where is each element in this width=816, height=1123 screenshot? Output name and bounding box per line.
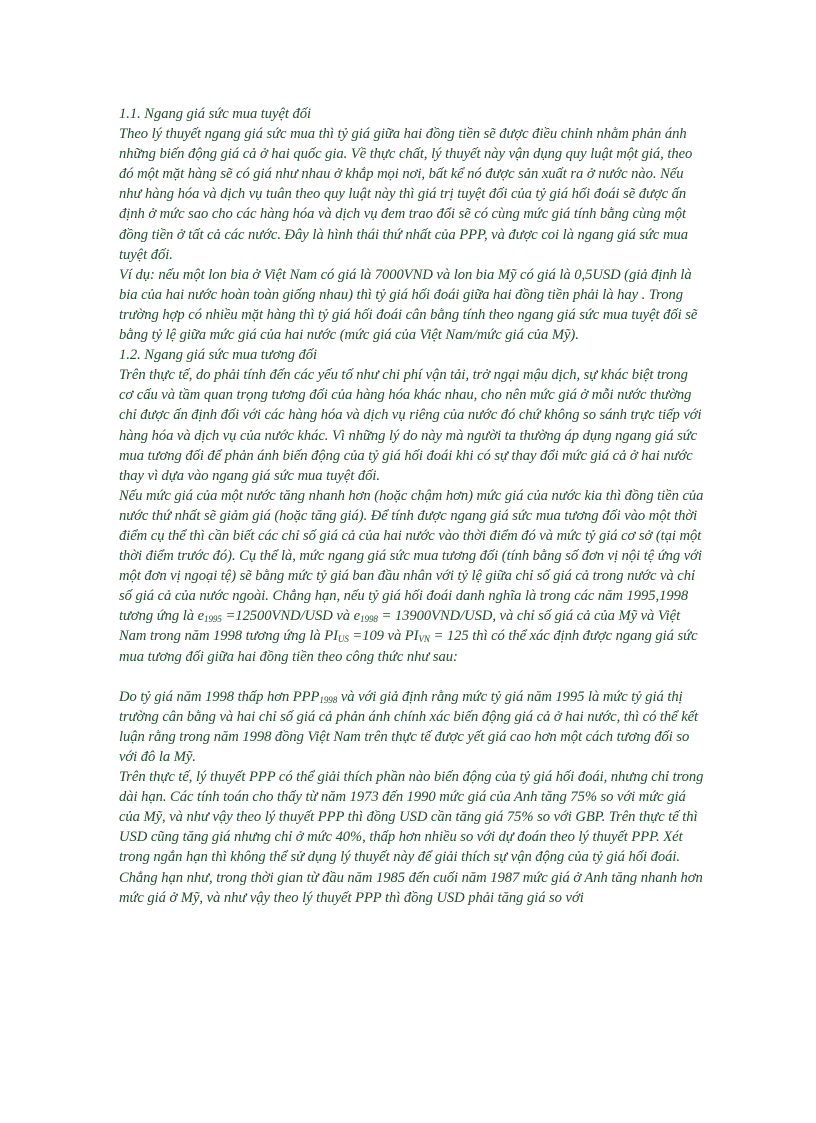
- paragraph-absolute-ppp: Theo lý thuyết ngang giá sức mua thì tỷ giá giữa hai đồng tiền sẽ được điều chỉnh nhằm phản ánh những biến động giá cả ở hai quốc gia. Về thực chất, lý thuyết này vận dụng quy luật một giá, theo đó một mặt hàng sẽ có giá như nhau ở khắp mọi nơi, bất kể nó được sản xuất ra ở nước nào. Nếu như hàng hóa và dịch vụ tuân theo quy luật này thì giá trị tuyệt đối của tỷ giá hối đoái sẽ được ấn định ở mức sao cho các hàng hóa và dịch vụ đem trao đổi sẽ có cùng mức giá tính bằng cùng một đồng tiền ở tất cả các nước. Đây là hình thái thứ nhất của PPP, và được coi là ngang giá sức mua tuyệt đối.: [119, 126, 693, 263]
- text-run: Nếu mức giá của một nước tăng nhanh hơn (hoặc chậm hơn) mức giá của nước kia thì đồng tiền của nước thứ nhất sẽ giảm giá (hoặc tăng giá). Để tính được ngang giá sức mua tương đối vào một thời điểm cụ thể thì cần biết các chỉ số giá cả của hai nước vào thời điểm đó và mức tỷ giá cơ sở (tại một thời điểm trước đó). Cụ thể là, mức ngang giá sức mua tương đối (tính bằng số đơn vị nội tệ ứng với một đơn vị ngoại tệ) sẽ bằng mức tỷ giá ban đầu nhân với tỷ lệ giữa chỉ số giá cả trong nước và chỉ số giá cả của nước ngoài. Chẳng hạn, nếu tỷ giá hối đoái danh nghĩa là trong các năm 1995,1998 tương ứng là e: [119, 487, 704, 625]
- paragraph-relative-calculation: [119, 486, 704, 667]
- text-run: =109 và PI: [348, 628, 419, 645]
- paragraph-relative-intro: Trên thực tế, do phải tính đến các yếu tố như chi phí vận tải, trở ngại mậu dịch, sự khác biệt trong cơ cấu và tầm quan trọng tương đối của hàng hóa khác nhau, cho nên mức giá ở mỗi nước thường chỉ được ấn định đối với các hàng hóa và dịch vụ riêng của nước đó chứ không so sánh trực tiếp với hàng hóa và dịch vụ của nước khác. Vì những lý do này mà người ta thường áp dụng ngang giá sức mua tương đối để phản ánh biến động của tỷ giá hối đoái khi có sự thay đổi mức giá cả ở hai nước thay vì dựa vào ngang giá sức mua tuyệt đối.: [119, 367, 702, 484]
- heading-absolute-ppp: 1.1. Ngang giá sức mua tuyệt đối: [119, 106, 312, 122]
- heading-relative-ppp: 1.2. Ngang giá sức mua tương đối: [119, 347, 318, 364]
- document-page: [119, 104, 704, 908]
- text-run: =12500VND/USD và e: [221, 608, 361, 625]
- subscript: 1998: [360, 614, 378, 625]
- text-run: = 13900VND/USD, và chỉ số giá cả của Mỹ và Việt Nam trong năm 1998 tương ứng là PI: [119, 608, 681, 645]
- paragraph-example: Ví dụ: nếu một lon bia ở Việt Nam có giá là 7000VND và lon bia Mỹ có giá là 0,5USD (giả định là bia của hai nước hoàn toàn giống nhau) thì tỷ giá hối đoái giữa hai đồng tiền phải là hay . Trong trường hợp có nhiều mặt hàng thì tỷ giá hối đoái cân bằng tính theo ngang giá sức mua tuyệt đối sẽ bằng tỷ lệ giữa mức giá của hai nước (mức giá của Việt Nam/mức giá của Mỹ).: [119, 266, 698, 344]
- text-run: và với giả định rằng mức tỷ giá năm 1995 là mức tỷ giá thị trường cân bằng và hai chỉ số giá cả phản ánh chính xác biến động giá cả ở hai nước, thì có thể kết luận rằng trong năm 1998 đồng Việt Nam trên thực tế được yết giá cao hơn một cách tương đối so với đô la Mỹ.: [119, 688, 699, 765]
- formula-placeholder: [119, 667, 704, 687]
- subscript: VN: [418, 634, 430, 645]
- text-run: = 125 thì có thể xác định được ngang giá sức mua tương đối giữa hai đồng tiền theo công thức như sau:: [119, 628, 698, 665]
- paragraph-ppp-limits: Trên thực tế, lý thuyết PPP có thể giải thích phần nào biến động của tỷ giá hối đoái, nhưng chỉ trong dài hạn. Các tính toán cho thấy từ năm 1973 đến 1990 mức giá của Anh tăng 75% so với mức giá của Mỹ, và như vậy theo lý thuyết PPP thì đồng USD cần tăng giá 75% so với GBP. Trên thực tế thì USD cũng tăng giá nhưng chỉ ở mức 40%, thấp hơn nhiều so với dự đoán theo lý thuyết PPP. Xét trong ngắn hạn thì không thể sử dụng lý thuyết này để giải thích sự vận động của tỷ giá hối đoái. Chẳng hạn như, trong thời gian từ đầu năm 1985 đến cuối năm 1987 mức giá ở Anh tăng nhanh hơn mức giá ở Mỹ, và như vậy theo lý thuyết PPP thì đồng USD phải tăng giá so với: [119, 769, 704, 906]
- paragraph-conclusion: [119, 687, 704, 767]
- subscript: 1998: [319, 694, 338, 705]
- subscript: 1995: [204, 614, 222, 625]
- text-run: Do tỷ giá năm 1998 thấp hơn PPP: [119, 688, 320, 705]
- subscript: US: [337, 634, 349, 645]
